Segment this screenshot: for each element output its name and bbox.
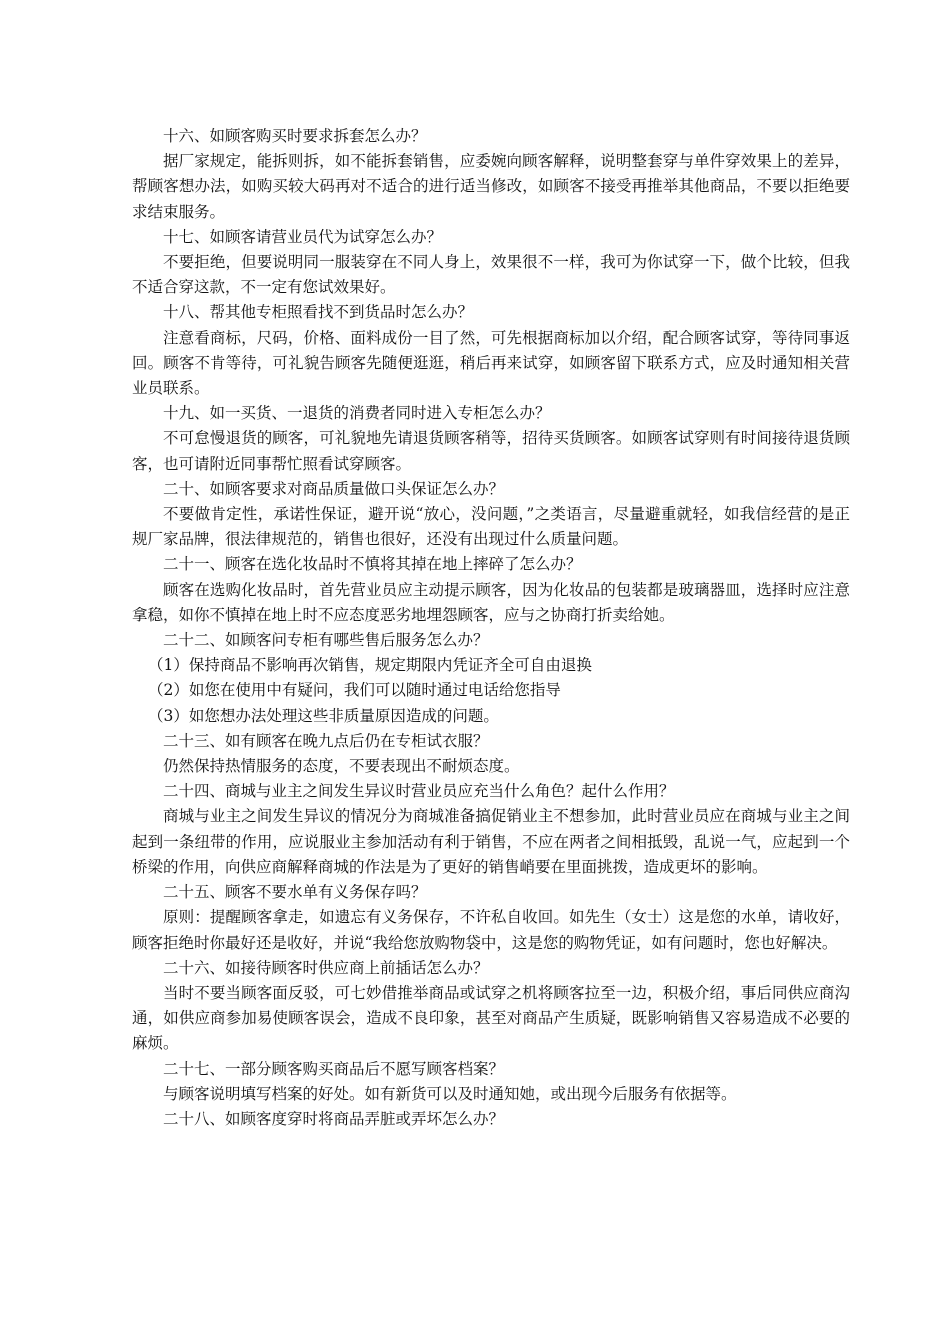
- list-item-2: （2）如您在使用中有疑问，我们可以随时通过电话给您指导: [148, 681, 561, 700]
- list-item-3: （3）如您想办法处理这些非质量原因造成的问题。: [148, 706, 499, 725]
- answer-24: 商城与业主之间发生异议的情况分为商城准备搞促销业主不想参加，此时营业员应在商城与业主之间起到一条纽带的作用，应说服业主参加活动有利于销售，不应在两者之间相抵毁，乱说一气，应起到一个桥梁的作用，向供应商解释商城的作法是为了更好的销售峭要在里面挑拨，造成更坏的影响。: [132, 807, 850, 876]
- answer-25: 原则：提醒顾客拿走，如遗忘有义务保存，不许私自收回。如先生（女士）这是您的水单，请收好，顾客拒绝时你最好还是收好，并说“我给您放购物袋中，这是您的购物凭证，如有问题时，您也好解决。: [132, 908, 850, 952]
- question-23: 二十三、如有顾客在晚九点后仍在专柜试衣服？: [163, 731, 489, 750]
- answer-21: 顾客在选购化妆品时，首先营业员应主动提示顾客，因为化妆品的包装都是玻璃器皿，选择时应注意拿稳，如你不慎掉在地上时不应态度恶劣地埋怨顾客，应与之协商打折卖给她。: [132, 580, 850, 624]
- answer-18: 注意看商标，尺码，价格、面料成份一目了然，可先根据商标加以介绍，配合顾客试穿，等待同事返回。顾客不肯等待，可礼貌告顾客先随便逛逛，稍后再来试穿，如顾客留下联系方式，应及时通知相关营业员联系。: [132, 328, 850, 398]
- question-22: 二十二、如顾客问专柜有哪些售后服务怎么办？: [163, 631, 489, 650]
- question-28: 二十八、如顾客度穿时将商品弄脏或弄坏怎么办？: [163, 1109, 505, 1128]
- answer-20: 不要做肯定性，承诺性保证，避开说“放心，没问题，”之类语言，尽量避重就轻，如我信经营的是正规厂家品牌，很法律规范的，销售也很好，还没有出现过什么质量问题。: [132, 505, 850, 549]
- question-25: 二十五、顾客不要水单有义务保存吗？: [163, 883, 427, 902]
- list-item-1: （1）保持商品不影响再次销售，规定期限内凭证齐全可自由退换: [148, 656, 592, 675]
- answer-17: 不要拒绝，但要说明同一服装穿在不同人身上，效果很不一样，我可为你试穿一下，做个比较，但我不适合穿这款，不一定有您试效果好。: [132, 253, 850, 297]
- question-26: 二十六、如接待顾客时供应商上前插话怎么办？: [163, 958, 489, 977]
- answer-26: 当时不要当顾客面反驳，可七妙借推举商品或试穿之机将顾客拉至一边，积极介绍，事后同供应商沟通，如供应商参加易使顾客误会，造成不良印象，甚至对商品产生质疑，既影响销售又容易造成不必要的麻烦。: [132, 983, 850, 1053]
- answer-19: 不可怠慢退货的顾客，可礼貌地先请退货顾客稍等，招待买货顾客。如顾客试穿则有时间接待退货顾客，也可请附近同事帮忙照看试穿顾客。: [132, 429, 850, 473]
- question-19: 十九、如一买货、一退货的消费者同时进入专柜怎么办？: [163, 404, 551, 423]
- question-18: 十八、帮其他专柜照看找不到货品时怎么办？: [163, 303, 474, 322]
- question-16: 十六、如顾客购买时要求拆套怎么办？: [163, 127, 427, 145]
- answer-16: 据厂家规定，能拆则拆，如不能拆套销售，应委婉向顾客解释，说明整套穿与单件穿效果上的差异，帮顾客想办法，如购买较大码再对不适合的进行适当修改，如顾客不接受再推举其他商品，不要以拒绝要求结束服务。: [132, 152, 850, 221]
- question-21: 二十一、顾客在选化妆品时不慎将其掉在地上摔碎了怎么办？: [163, 555, 582, 574]
- question-20: 二十、如顾客要求对商品质量做口头保证怎么办？: [163, 479, 505, 498]
- question-17: 十七、如顾客请营业员代为试穿怎么办？: [163, 227, 443, 246]
- document-page: [132, 124, 850, 1132]
- answer-23: 仍然保持热情服务的态度，不要表现出不耐烦态度。: [163, 757, 520, 776]
- question-27: 二十七、一部分顾客购买商品后不愿写顾客档案？: [163, 1059, 505, 1078]
- answer-27: 与顾客说明填写档案的好处。如有新货可以及时通知她，或出现今后服务有依据等。: [163, 1084, 737, 1103]
- question-24: 二十四、商城与业主之间发生异议时营业员应充当什么角色？起什么作用？: [163, 782, 675, 801]
